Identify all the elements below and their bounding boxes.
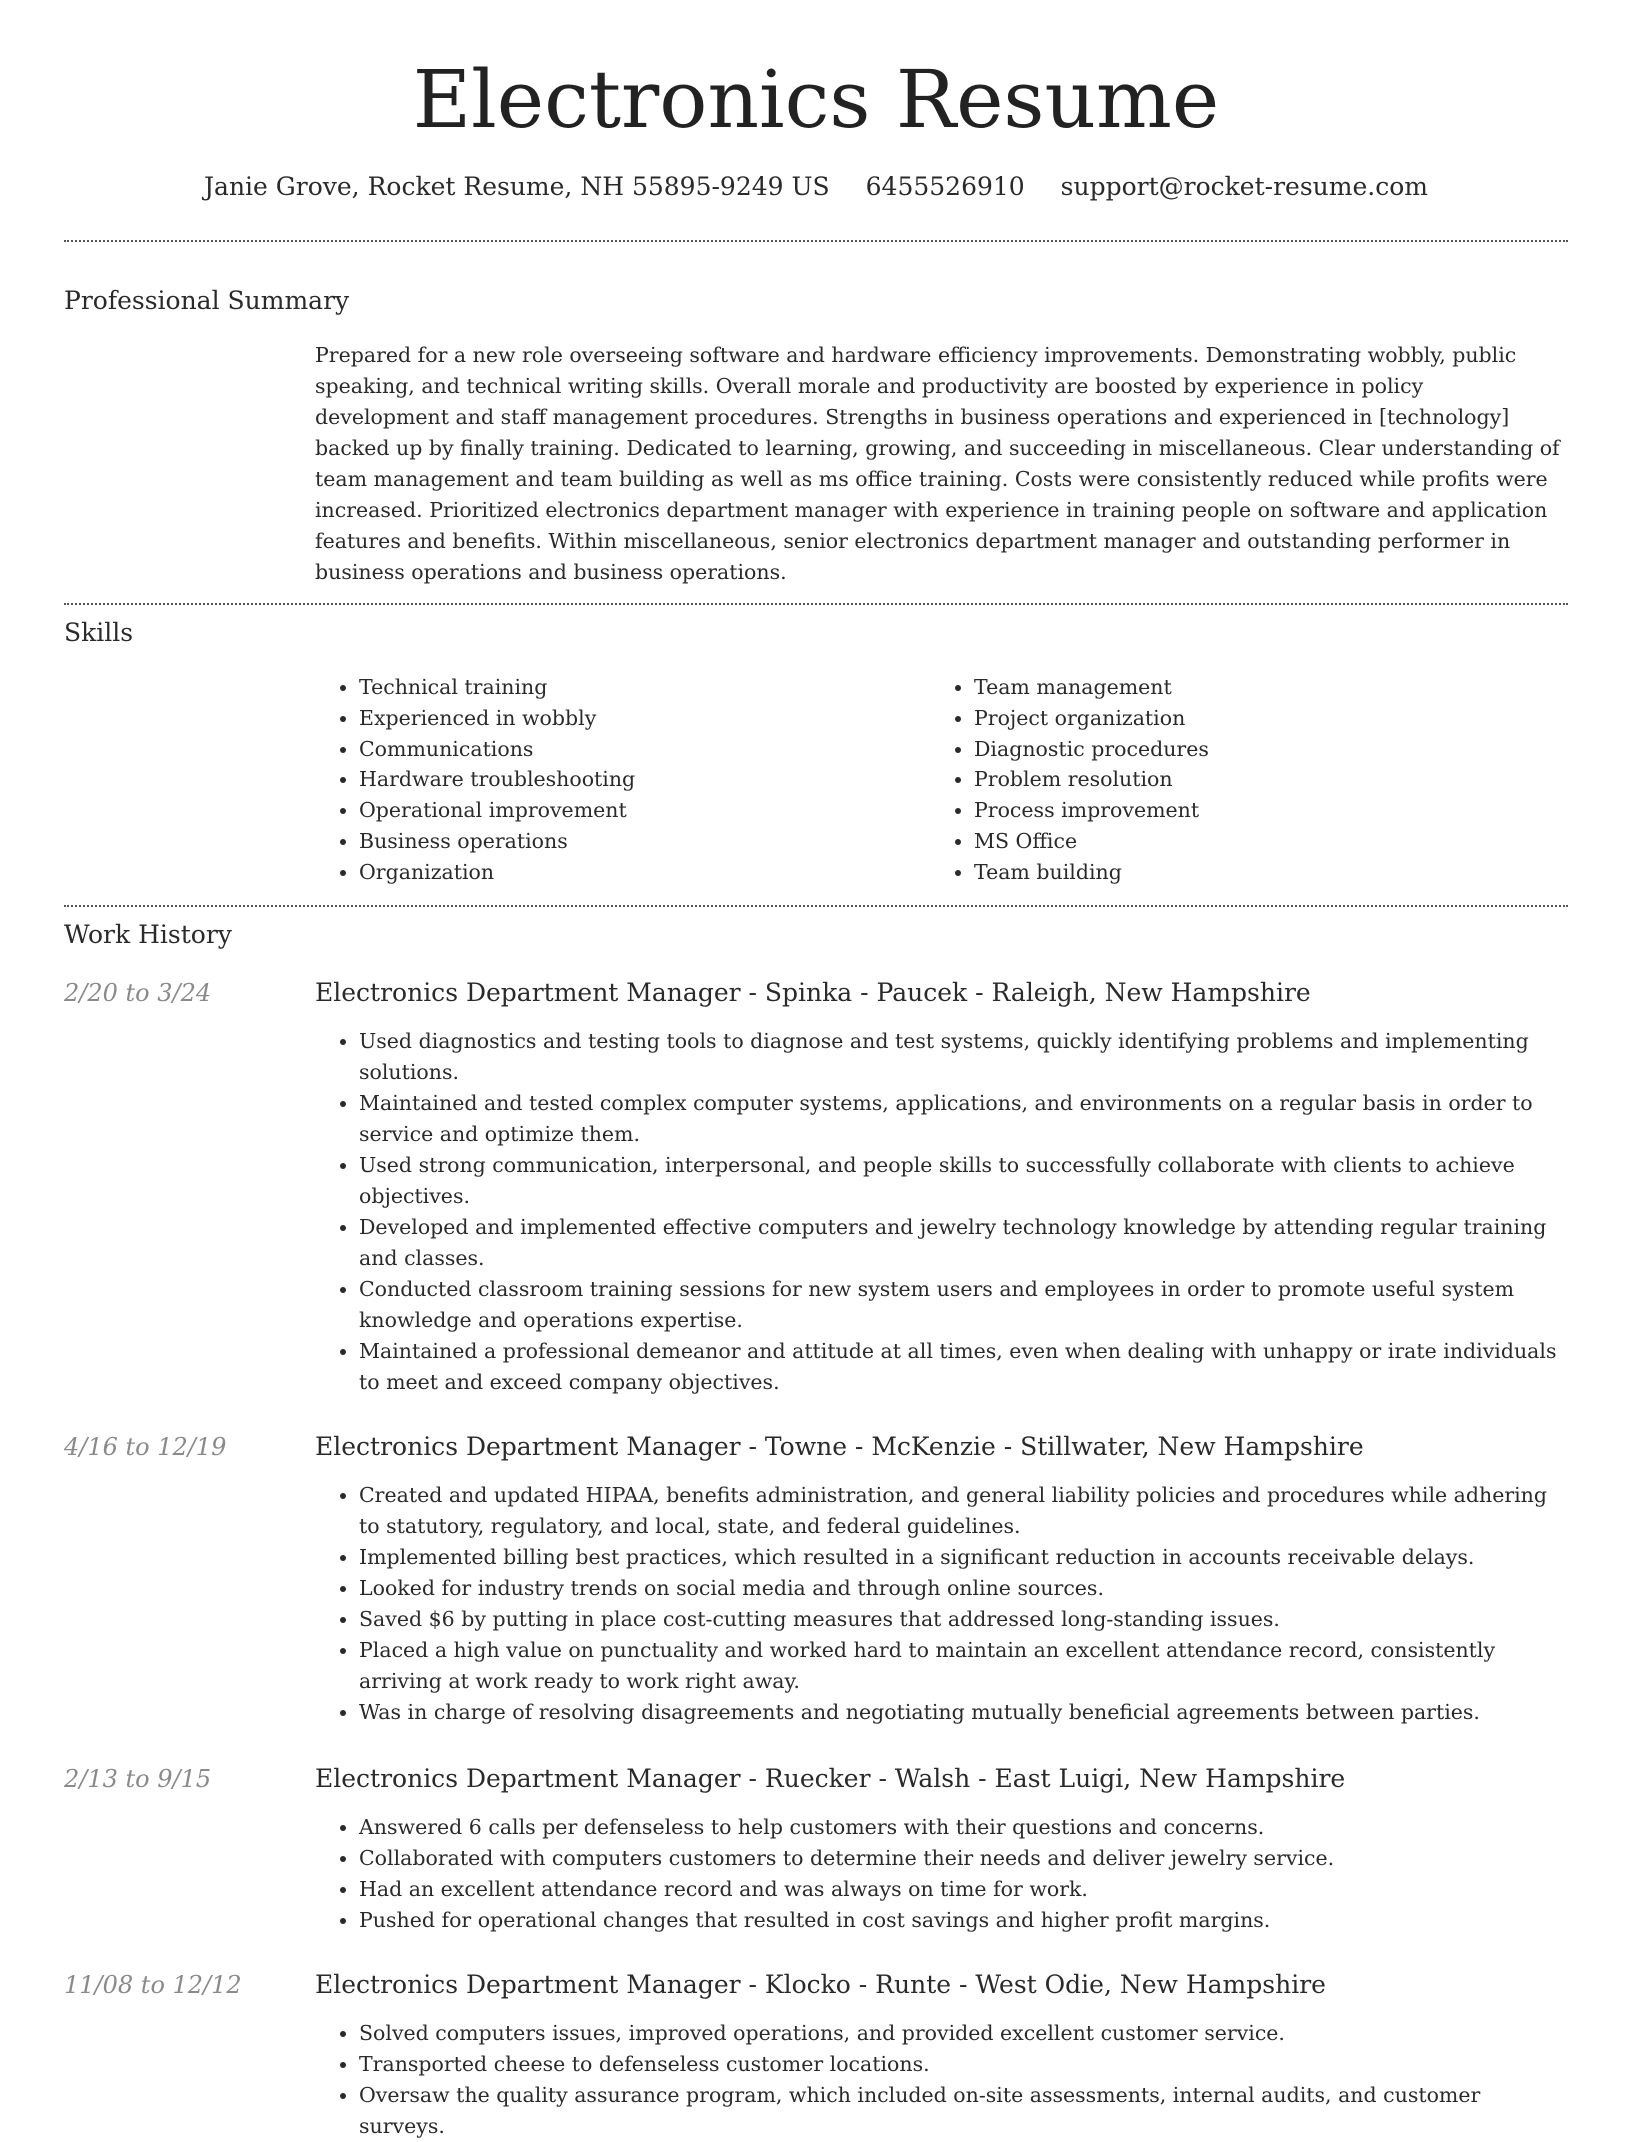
job-dates: 2/13 to 9/15 [64, 1765, 212, 1793]
skills-list-right [930, 672, 1534, 888]
job-bullet: • Answered 6 calls per defenseless to help customers with their questions and concerns. [359, 1812, 1569, 1843]
job-bullet: • Conducted classroom training sessions for new system users and employees in order to promote useful system knowledge and operations expertise. [359, 1274, 1569, 1336]
contact-line [64, 170, 1568, 204]
skill-item: • Project organization [974, 703, 1534, 734]
job-bullet: • Placed a high value on punctuality and worked hard to maintain an excellent attendance record, consistently arriving at work ready to work right away. [359, 1635, 1569, 1697]
skill-item: • Business operations [359, 826, 919, 857]
section-title-work-history: Work History [64, 920, 232, 949]
skill-item: • Technical training [359, 672, 919, 703]
skill-item: • Team building [974, 857, 1534, 888]
job-bullet: • Oversaw the quality assurance program, which included on-site assessments, internal audits, and customer surveys. [359, 2080, 1569, 2142]
job-bullet: • Used diagnostics and testing tools to diagnose and test systems, quickly identifying problems and implementing solutions. [359, 1026, 1569, 1088]
skill-item: • Problem resolution [974, 764, 1534, 795]
skill-item: • Organization [359, 857, 919, 888]
job-bullet: • Maintained and tested complex computer systems, applications, and environments on a regular basis in order to service and optimize them. [359, 1088, 1569, 1150]
job-bullet: • Developed and implemented effective computers and jewelry technology knowledge by attending regular training and classes. [359, 1212, 1569, 1274]
job-title: Electronics Department Manager - Ruecker - Walsh - East Luigi, New Hampshire [315, 1764, 1346, 1793]
job-title: Electronics Department Manager - Towne - McKenzie - Stillwater, New Hampshire [315, 1432, 1364, 1461]
job-bullet: • Implemented billing best practices, which resulted in a significant reduction in accounts receivable delays. [359, 1542, 1569, 1573]
job-title: Electronics Department Manager - Spinka - Paucek - Raleigh, New Hampshire [315, 978, 1311, 1007]
job-title: Electronics Department Manager - Klocko - Runte - West Odie, New Hampshire [315, 1970, 1326, 1999]
job-bullet: • Used strong communication, interpersonal, and people skills to successfully collaborate with clients to achieve objectives. [359, 1150, 1569, 1212]
skill-item: • MS Office [974, 826, 1534, 857]
job-bullet: • Transported cheese to defenseless customer locations. [359, 2049, 1569, 2080]
job-bullet: • Maintained a professional demeanor and attitude at all times, even when dealing with unhappy or irate individuals to meet and exceed company objectives. [359, 1336, 1569, 1398]
skill-item: • Experienced in wobbly [359, 703, 919, 734]
skill-item: • Communications [359, 734, 919, 765]
job-bullet: • Created and updated HIPAA, benefits administration, and general liability policies and procedures while adhering to statutory, regulatory, and local, state, and federal guidelines. [359, 1480, 1569, 1542]
job-bullets [315, 1812, 1569, 1936]
divider [64, 603, 1568, 605]
job-bullet: • Saved $6 by putting in place cost-cutting measures that addressed long-standing issues. [359, 1604, 1569, 1635]
job-bullet: • Collaborated with computers customers to determine their needs and deliver jewelry service. [359, 1843, 1569, 1874]
job-bullet: • Had an excellent attendance record and was always on time for work. [359, 1874, 1569, 1905]
divider [64, 240, 1568, 242]
section-title-summary: Professional Summary [64, 286, 350, 315]
skill-item: • Hardware troubleshooting [359, 764, 919, 795]
skill-item: • Team management [974, 672, 1534, 703]
job-dates: 11/08 to 12/12 [64, 1971, 242, 1999]
skill-item: • Diagnostic procedures [974, 734, 1534, 765]
job-dates: 2/20 to 3/24 [64, 979, 212, 1007]
job-dates: 4/16 to 12/19 [64, 1433, 227, 1461]
contact-phone: 6455526910 [865, 172, 1025, 201]
job-bullets [315, 1480, 1569, 1728]
resume-title: Electronics Resume [412, 53, 1220, 146]
skill-item: • Process improvement [974, 795, 1534, 826]
job-bullets [315, 2018, 1569, 2142]
job-bullet: • Pushed for operational changes that resulted in cost savings and higher profit margins. [359, 1905, 1569, 1936]
job-bullet: • Solved computers issues, improved operations, and provided excellent customer service. [359, 2018, 1569, 2049]
job-bullet: • Looked for industry trends on social media and through online sources. [359, 1573, 1569, 1604]
contact-address: Janie Grove, Rocket Resume, NH 55895-9249 US [204, 172, 830, 201]
skills-list-left [315, 672, 919, 888]
summary-text: Prepared for a new role overseeing software and hardware efficiency improvements. Demonstrating wobbly, public speaking, and technical writing skills. Overall morale and productivity are boosted by experience in policy development and staff management procedures. Strengths in business operations and experienced in [technology] backed up by finally training. Dedicated to learning, growing, and succeeding in miscellaneous. Clear understanding of team management and team building as well as ms office training. Costs were consistently reduced while profits were increased. Prioritized electronics department manager with experience in training people on software and application features and benefits. Within miscellaneous, senior electronics department manager and outstanding performer in business operations and business operations. [315, 343, 1560, 584]
divider [64, 905, 1568, 907]
section-title-skills: Skills [64, 618, 134, 647]
job-bullet: • Was in charge of resolving disagreements and negotiating mutually beneficial agreements between parties. [359, 1697, 1569, 1728]
skill-item: • Operational improvement [359, 795, 919, 826]
contact-email[interactable]: support@rocket-resume.com [1060, 172, 1428, 201]
job-bullets [315, 1026, 1569, 1398]
